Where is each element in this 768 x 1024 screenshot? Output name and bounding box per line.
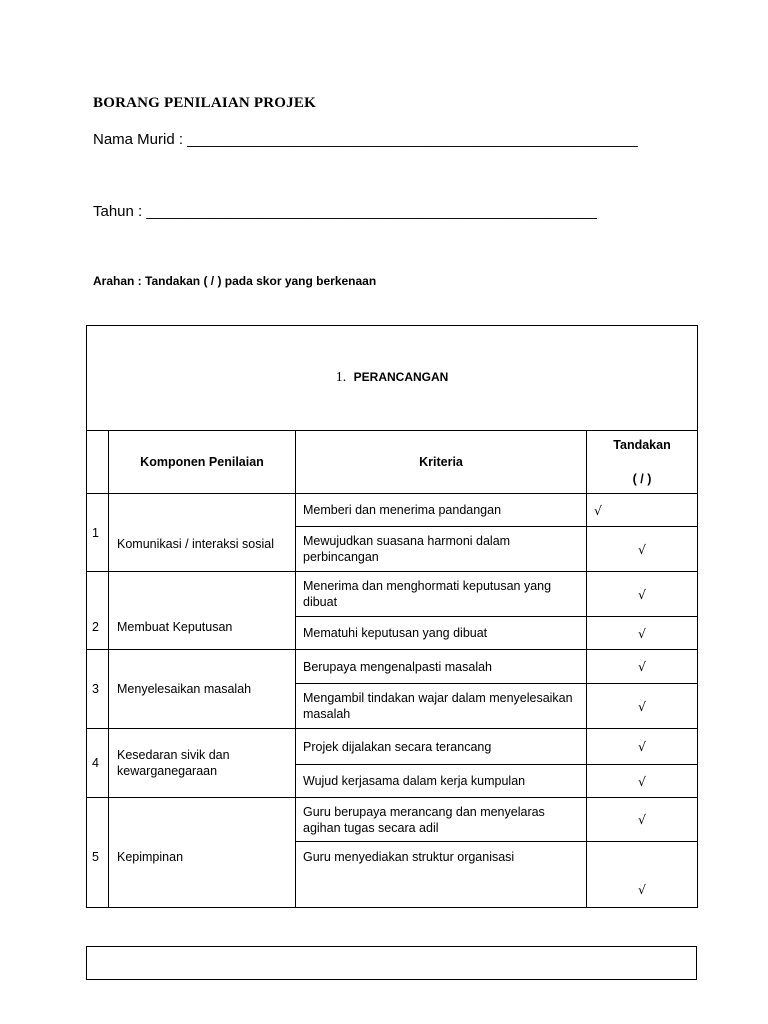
- component-name: Menyelesaikan masalah: [109, 650, 296, 729]
- component-number: 1: [87, 494, 109, 572]
- component-number: 3: [87, 650, 109, 729]
- criteria-text: Guru menyediakan struktur organisasi: [296, 842, 587, 908]
- mark-cell[interactable]: √: [587, 617, 698, 650]
- table-row: [87, 650, 698, 684]
- criteria-text: Wujud kerjasama dalam kerja kumpulan: [296, 765, 587, 798]
- header-criteria: Kriteria: [296, 431, 587, 494]
- header-number-cell: [87, 431, 109, 494]
- section-heading: [87, 326, 698, 431]
- component-name: Komunikasi / interaksi sosial: [109, 494, 296, 572]
- section-header-row: [87, 326, 698, 431]
- component-name: Kesedaran sivik dan kewarganegaraan: [109, 729, 296, 798]
- student-name-field[interactable]: Nama Murid : ______________________________________________________: [93, 131, 638, 148]
- mark-cell[interactable]: √: [587, 842, 698, 908]
- mark-cell[interactable]: √: [587, 765, 698, 798]
- mark-cell[interactable]: √: [587, 684, 698, 729]
- criteria-text: Projek dijalakan secara terancang: [296, 729, 587, 765]
- table-row: [87, 798, 698, 842]
- header-mark-label: Tandakan: [613, 438, 671, 452]
- criteria-text: Guru berupaya merancang dan menyelaras agihan tugas secara adil: [296, 798, 587, 842]
- table-row: [87, 494, 698, 527]
- mark-cell[interactable]: √: [587, 494, 698, 527]
- component-number: 2: [87, 572, 109, 650]
- component-name: Kepimpinan: [109, 798, 296, 908]
- next-section-box: [86, 946, 697, 980]
- table-row: [87, 572, 698, 617]
- header-mark: [587, 431, 698, 494]
- form-title: BORANG PENILAIAN PROJEK: [93, 95, 316, 111]
- mark-cell[interactable]: √: [587, 798, 698, 842]
- component-number: 5: [87, 798, 109, 908]
- header-component: Komponen Penilaian: [109, 431, 296, 494]
- criteria-text: Mengambil tindakan wajar dalam menyelesaikan masalah: [296, 684, 587, 729]
- year-field[interactable]: Tahun : ______________________________________________________: [93, 203, 597, 220]
- component-name: Membuat Keputusan: [109, 572, 296, 650]
- mark-cell[interactable]: √: [587, 729, 698, 765]
- criteria-text: Memberi dan menerima pandangan: [296, 494, 587, 527]
- instruction-text: Arahan : Tandakan ( / ) pada skor yang berkenaan: [93, 274, 377, 288]
- assessment-table: [86, 325, 698, 908]
- criteria-text: Mematuhi keputusan yang dibuat: [296, 617, 587, 650]
- mark-cell[interactable]: √: [587, 527, 698, 572]
- mark-cell[interactable]: √: [587, 572, 698, 617]
- section-title: PERANCANGAN: [353, 370, 449, 384]
- header-mark-symbol: ( / ): [632, 472, 652, 486]
- criteria-text: Mewujudkan suasana harmoni dalam perbincangan: [296, 527, 587, 572]
- component-number: 4: [87, 729, 109, 798]
- section-number: 1.: [335, 370, 347, 385]
- mark-cell[interactable]: √: [587, 650, 698, 684]
- table-row: [87, 729, 698, 765]
- criteria-text: Berupaya mengenalpasti masalah: [296, 650, 587, 684]
- criteria-text: Menerima dan menghormati keputusan yang dibuat: [296, 572, 587, 617]
- column-header-row: [87, 431, 698, 494]
